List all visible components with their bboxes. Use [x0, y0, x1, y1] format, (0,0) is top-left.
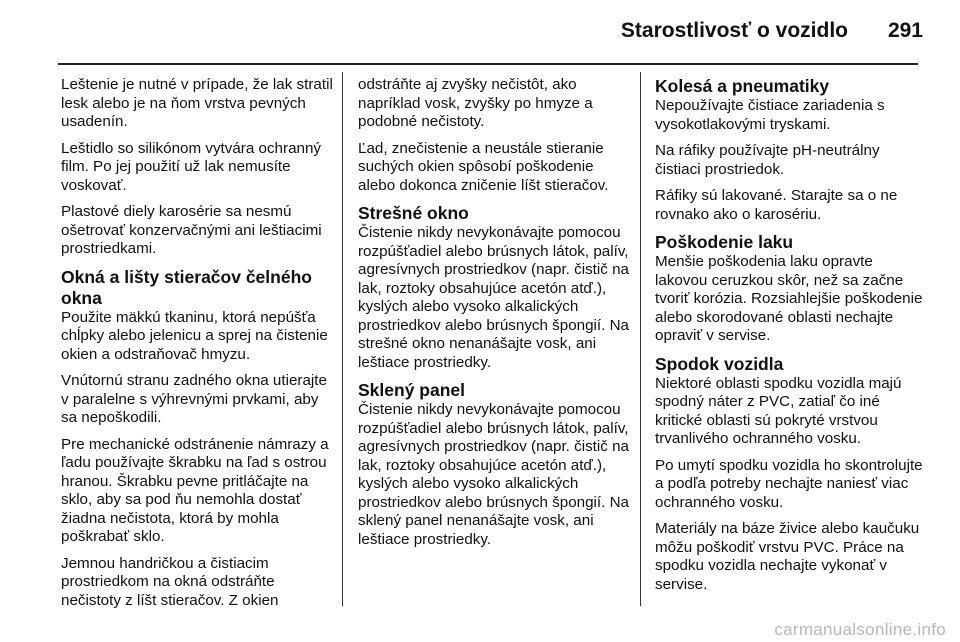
column-3 — [655, 76, 927, 602]
paragraph: Pre mechanické odstránenie námrazy a ľadu používajte škrabku na ľad s ostrou hranou. Škrabku pevne pritláčajte na sklo, aby sa pod ňu nemohla dostať žiadna nečistota, ktorá by mohla poškrabať sklo. — [61, 435, 329, 545]
section-heading-wheels: Kolesá a pneumatiky — [655, 76, 830, 96]
header-divider — [58, 63, 918, 65]
paragraph: Na ráfiky používajte pH-neutrálny čistiaci prostriedok. — [655, 142, 880, 178]
paragraph: Nepoužívajte čistiace zariadenia s vysokotlakovými tryskami. — [655, 97, 885, 133]
paragraph: Čistenie nikdy nevykonávajte pomocou rozpúšťadiel alebo brúsnych látok, palív, agresívnych prostriedkov (napr. čistič na lak, roztoky obsahujúce acetón atď.), kyslých alebo vysoko alkalických prostriedkov alebo brúsnych špongií. Na sklený panel nenanášajte vosk, ani leštiace prostriedky. — [358, 401, 629, 548]
paragraph: Po umytí spodku vozidla ho skontrolujte a podľa potreby nechajte naniesť viac ochranného vosku. — [655, 456, 923, 511]
column-divider-2 — [640, 72, 641, 606]
column-1 — [61, 76, 335, 618]
section-heading-underbody: Spodok vozidla — [655, 353, 784, 374]
paragraph: odstráňte aj zvyšky nečistôt, ako napríklad vosk, zvyšky po hmyze a podobné nečistoty. — [358, 76, 593, 130]
watermark: carmanualsonline.info — [774, 620, 946, 639]
paragraph: Plastové diely karosérie sa nesmú ošetrovať konzervačnými ani leštiacimi prostriedkami. — [61, 203, 322, 257]
section-heading-windows: Okná a lišty stieračov čelného okna — [61, 266, 312, 308]
paragraph: Použite mäkkú tkaninu, ktorá nepúšťa chĺpky alebo jelenicu a sprej na čistenie okien a odstraňovač hmyzu. — [61, 308, 328, 363]
page-number: 291 — [887, 19, 923, 42]
paragraph: Čistenie nikdy nevykonávajte pomocou rozpúšťadiel alebo brúsnych látok, palív, agresívnych prostriedkov (napr. čistič na lak, roztoky obsahujúce acetón atď.), kyslých alebo vysoko alkalických prostriedkov alebo brúsnych špongií. Na strešné okno nenanášajte vosk, ani leštiace prostriedky. — [358, 224, 629, 371]
paragraph: Ľad, znečistenie a neustále stieranie suchých okien spôsobí poškodenie alebo dokonca zničenie líšt stieračov. — [358, 139, 609, 194]
section-heading-paint-damage: Poškodenie laku — [655, 232, 794, 252]
chapter-title: Starostlivosť o vozidlo — [620, 19, 848, 42]
paragraph: Leštidlo so silikónom vytvára ochranný film. Po jej použití už lak nemusíte voskovať. — [61, 139, 321, 194]
paragraph: Leštenie je nutné v prípade, že lak stratil lesk alebo je na ňom vrstva pevných usadenín. — [61, 76, 333, 130]
section-heading-glass-panel: Sklený panel — [358, 380, 465, 400]
section-heading-sunroof: Strešné okno — [358, 203, 469, 223]
paragraph: Niektoré oblasti spodku vozidla majú spodný náter z PVC, zatiaľ čo iné kritické oblasti sú pokryté vrstvou trvanlivého ochranného vosku. — [655, 374, 902, 447]
column-2 — [358, 76, 630, 557]
paragraph: Ráfiky sú lakované. Starajte sa o ne rovnako ako o karosériu. — [655, 187, 898, 223]
paragraph: Vnútornú stranu zadného okna utierajte v paralelne s výhrevnými prvkami, aby sa nepoškodili. — [61, 372, 327, 426]
page-header — [0, 0, 960, 66]
paragraph: Materiály na báze živice alebo kaučuku môžu poškodiť vrstvu PVC. Práce na spodku vozidla nechajte vykonať v servise. — [655, 520, 920, 593]
paragraph: Jemnou handričkou a čistiacim prostriedkom na okná odstráňte nečistoty z líšt stieračov. Z okien — [61, 554, 279, 609]
column-divider-1 — [342, 72, 343, 606]
paragraph: Menšie poškodenia laku opravte lakovou ceruzkou skôr, než sa začne tvoriť korózia. Rozsiahlejšie poškodenie alebo skorodované oblasti nechajte opraviť v servise. — [655, 253, 923, 344]
